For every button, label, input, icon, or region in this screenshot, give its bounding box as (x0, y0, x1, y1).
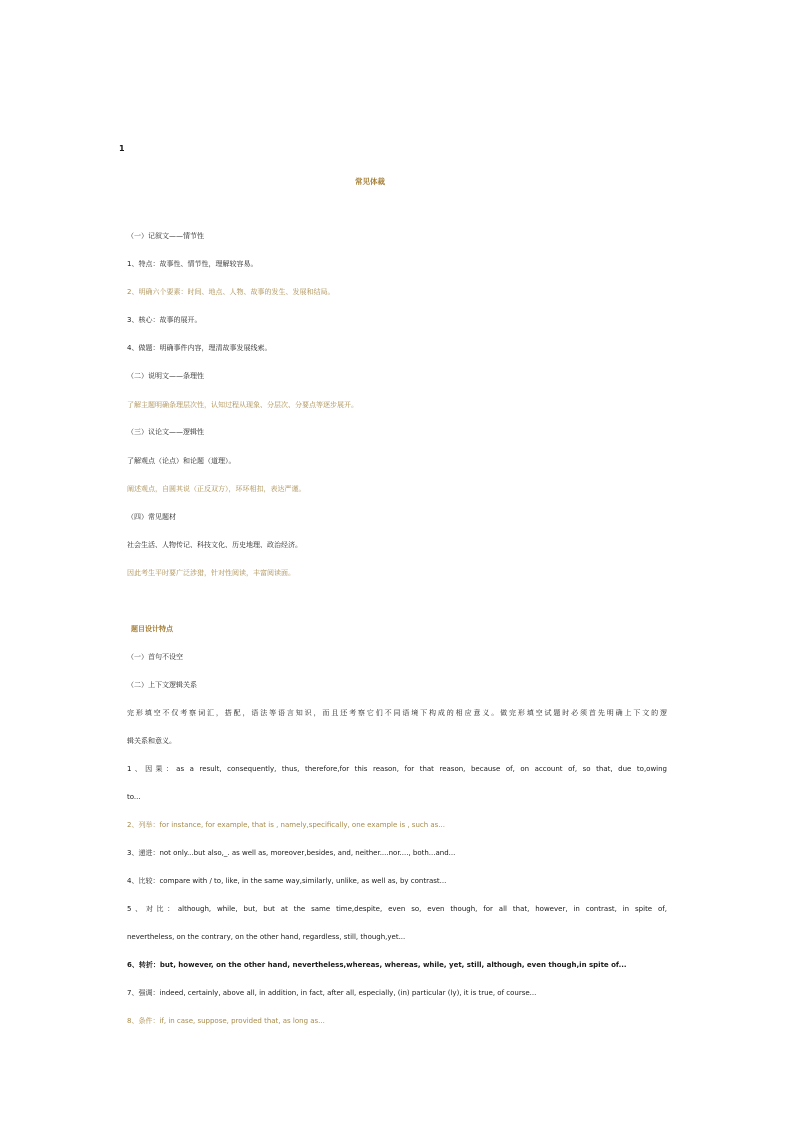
topics-text: 社会生活、人物传记、科技文化、历史地理、政治经济。 (127, 541, 302, 549)
cause-effect-line-1: 1、因果：as a result, consequently, thus, therefore,for this reason, for that reason, because of, on account of, so that, due to,owing (127, 765, 667, 773)
emphasis-line: 7、强调：indeed, certainly, above all, in addition, in fact, after all, especially, (in) particular (ly), it is true, of course... (127, 989, 537, 997)
argumentative-text-1: 了解观点（论点）和论题（道理）。 (127, 457, 236, 465)
progression-line: 3、递进：not only...but also,_. as well as, moreover,besides, and, neither....nor...., both...and... (127, 849, 456, 857)
narrative-point-1: 1、特点：故事性、情节性，理解较容易。 (127, 260, 258, 268)
doc-title: 常见体裁 (355, 177, 385, 186)
heading-topics: （四）常见题材 (127, 513, 176, 521)
narrative-point-4: 4、做题：明确事件内容，理清故事发展线索。 (127, 344, 272, 352)
contrast-line-2: nevertheless, on the contrary, on the other hand, regardless, still, though,yet... (127, 933, 406, 941)
heading-argumentative: （三）议论文——逻辑性 (127, 428, 204, 436)
design-paragraph-line-1: 完形填空不仅考察词汇，搭配，语法等语言知识，而且还考察它们不同语境下构成的相应意义。做完形填空试题时必须首先明确上下文的逻 (127, 709, 667, 717)
argumentative-text-2: 阐述观点，自圆其说（正反双方），环环相扣，表达严谨。 (127, 485, 306, 493)
design-point-1: （一）首句不设空 (127, 653, 183, 661)
contrast-line-1: 5、对比：although, while, but, but at the same time,despite, even so, even though, for all that, however, in contrast, in spite of, (127, 905, 667, 913)
narrative-point-3: 3、核心：故事的展开。 (127, 316, 202, 324)
page-number: 1 (119, 144, 125, 153)
expository-text: 了解主题明确条理层次性，认知过程从现象、分层次、分要点等逐步展开。 (127, 401, 358, 409)
narrative-point-2: 2、明确六个要素：时间、地点、人物、故事的发生、发展和结局。 (127, 288, 335, 296)
comparison-line: 4、比较：compare with / to, like, in the same way,similarly, unlike, as well as, by contrast... (127, 877, 447, 885)
heading-expository: （二）说明文——条理性 (127, 372, 204, 380)
heading-narrative: （一）记叙文——情节性 (127, 232, 204, 240)
design-paragraph-line-2: 辑关系和意义。 (127, 737, 176, 745)
condition-line: 8、条件：if, in case, suppose, provided that, as long as... (127, 1017, 325, 1025)
examples-line: 2、列举：for instance, for example, that is , namely,specifically, one example is , such as... (127, 821, 446, 829)
cause-effect-line-2: to... (127, 793, 141, 801)
section-heading-design: 题目设计特点 (131, 625, 173, 633)
transition-line: 6、转折：but, however, on the other hand, nevertheless,whereas, whereas, while, yet, still, although, even though,in spite of... (127, 961, 627, 969)
topics-advice: 因此考生平时要广泛涉猎，针对性阅读，丰富阅读面。 (127, 569, 295, 577)
design-point-2: （二）上下文逻辑关系 (127, 681, 197, 689)
